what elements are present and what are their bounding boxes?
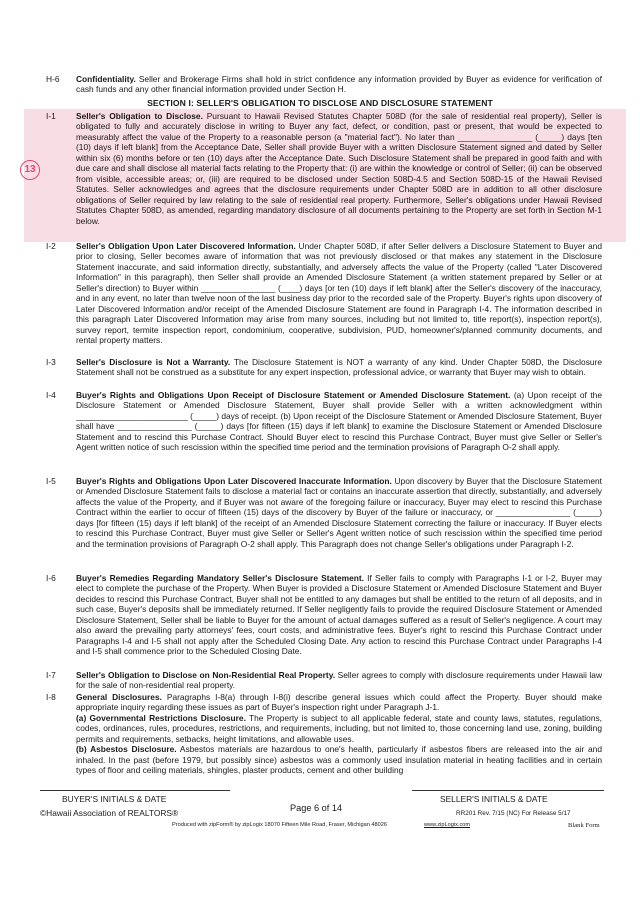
paragraph-i4 — [46, 390, 602, 453]
paragraph-number: I-7 — [46, 670, 56, 680]
paragraph-number: I-8 — [46, 692, 56, 702]
copyright-text: ©Hawaii Association of REALTORS® — [40, 808, 179, 818]
paragraph-text: Pursuant to Hawaii Revised Statutes Chapter 508D (for the sale of residential real property), Seller is obligated to fully and accurately disclose in writing to Buyer any fact, defect, or condition, past or present, that would be expected to measurably affect the value of the Property to a reasonable person (a "material fact"). No later than ________________ (_____) days [ten (10) days if left blank] from the Acceptance Date, Seller shall provide Buyer with a written Disclosure Statement signed and dated by Seller within six (6) months before or ten (10) days after the Acceptance Date. Such Disclosure Statement shall be prepared in good faith and with due care and shall disclose all material facts relating to the Property that: (i) are within the knowledge or control of Seller; (ii) can be observed from visible, accessible areas; or, (iii) are required to be disclosed under Section 508D-4.5 and Section 508D-15 of the Hawaii Revised Statutes. Seller acknowledges and agrees that the disclosure requirements under Chapter 508D are in addition to all other disclosure obligations of Seller required by law relating to the sale of residential real property. Furthermore, Seller's obligations under Hawaii Revised Statutes Chapter 508D, as amended, regarding mandatory disclosure of all documents pertaining to the Property are set forth in Section M-1 below. — [76, 111, 602, 226]
paragraph-number: I-4 — [46, 390, 56, 400]
paragraph-number: I-3 — [46, 357, 56, 367]
buyer-initials-line — [40, 790, 230, 791]
paragraph-title: Seller's Obligation to Disclose. — [76, 111, 203, 121]
blank-form-label: Blank Form — [568, 822, 600, 829]
seller-initials-label: SELLER'S INITIALS & DATE — [440, 794, 548, 804]
paragraph-text: Paragraphs I-8(a) through I-8(i) describe general issues which could affect the Property. Buyer should make appropriate inquiry regarding these issues as part of Buyer's inspection right under Paragraph J-1. — [76, 692, 602, 713]
paragraph-i1 — [46, 111, 602, 226]
paragraph-number: I-5 — [46, 476, 56, 486]
paragraph-i5 — [46, 476, 602, 549]
section-title: SECTION I: SELLER'S OBLIGATION TO DISCLOSE AND DISCLOSURE STATEMENT — [147, 98, 493, 108]
paragraph-title: Confidentiality. — [76, 74, 136, 84]
buyer-initials-label: BUYER'S INITIALS & DATE — [62, 794, 167, 804]
paragraph-title: Seller's Obligation to Disclose on Non-Residential Real Property. — [76, 670, 336, 680]
paragraph-title: Buyer's Remedies Regarding Mandatory Seller's Disclosure Statement. — [76, 573, 364, 583]
form-revision: RR201 Rev. 7/15 (NC) For Release 5/17 — [456, 810, 571, 817]
paragraph-text: If Seller fails to comply with Paragraphs I-1 or I-2, Buyer may elect to complete the purchase of the Property. When Buyer is provided a Disclosure Statement or Amended Disclosure Statement and Buyer decides to rescind this Purchase Contract, Buyer shall not be entitled to any damages but shall be entitled to the return of all deposits, and in such case, Buyer's deposits shall be immediately returned. If Seller negligently fails to provide the required Disclosure Statement or Amended Disclosure Statement, Seller shall be liable to Buyer for the amount of actual damages suffered as a result of Seller's negligence. A court may also award the prevailing party attorneys' fees, court costs, and administrative fees. Buyer's right to rescind this Purchase Contract under Paragraphs I-4 and I-5 shall not apply after the Scheduled Closing Date. Any action to rescind this Purchase Contract under Paragraphs I-4 and I-5 shall commence prior to the Scheduled Closing Date. — [76, 573, 602, 657]
subparagraph-a-text: The Property is subject to all applicable federal, state and county laws, statutes, regulations, codes, ordinances, rules, procedures, restrictions, and requirements, including, but not limited to, those concerning land use, zoning, building permits and requirements, setbacks, height limitations, and allowable uses. — [76, 712, 602, 744]
subparagraph-a-title: (a) Governmental Restrictions Disclosure. — [76, 712, 246, 723]
subparagraph-b-text: Asbestos materials are hazardous to one's health, particularly if asbestos fibers are released into the air and inhaled. In the past (before 1979, but possibly since) asbestos was a commonly used insulation material in heating facilities and in certain types of floor and ceiling materials, shingles, plaster products, cement and other building — [76, 744, 602, 776]
paragraph-title: Seller's Disclosure is Not a Warranty. — [76, 357, 231, 367]
paragraph-number: I-6 — [46, 573, 56, 583]
paragraph-i2 — [46, 241, 602, 346]
seller-initials-line — [412, 790, 604, 791]
paragraph-number: I-1 — [46, 111, 56, 121]
paragraph-text: Seller agrees to comply with disclosure requirements under Hawaii law for the sale of non-residential real property. — [76, 670, 602, 691]
paragraph-text: Upon discovery by Buyer that the Disclosure Statement or Amended Disclosure Statement fails to disclose a material fact or contains an inaccurate assertion that directly, substantially, and adversely affects the value of the Property, and if Buyer was not aware of the foregoing failure or inaccuracy, Buyer may elect to rescind this Purchase Contract within the earlier to occur of fifteen (15) days of the discovery by Buyer of the failure or inaccuracy, or ________________ (_____) days [for fifteen (15) days if left blank] of the receipt of an Amended Disclosure Statement correcting the failure or inaccuracy. If Buyer elects to rescind this Purchase Contract, Buyer must give Seller or Seller's Agent written notice of such rescission within the specified time period and the termination provisions of Paragraph O-2 shall apply. This Paragraph does not change Seller's obligations under Paragraph I-2. — [76, 476, 602, 549]
paragraph-title: Buyer's Rights and Obligations Upon Receipt of Disclosure Statement or Amended Disclosure Statement. — [76, 390, 511, 400]
paragraph-i6 — [46, 573, 602, 657]
paragraph-h6 — [46, 74, 602, 95]
subparagraph-b-title: (b) Asbestos Disclosure. — [76, 744, 177, 755]
annotation-marker: 13 — [20, 160, 40, 180]
paragraph-text: Seller and Brokerage Firms shall hold in strict confidence any information provided by Buyer as evidence for verification of cash funds and any other financial information provided under Section H. — [76, 74, 602, 95]
paragraph-i7 — [46, 670, 602, 691]
paragraph-i3 — [46, 357, 602, 378]
paragraph-title: General Disclosures. — [76, 692, 162, 702]
paragraph-text: Under Chapter 508D, if after Seller delivers a Disclosure Statement to Buyer and prior to closing, Seller becomes aware of information that was not previously disclosed or that makes any statement in the Disclosure Statement inaccurate, and said information directly, substantially, and adversely affects the value of the Property (called "Later Discovered Information" in this paragraph), then Seller shall provide an Amended Disclosure Statement (a written statement prepared by Seller or at Seller's direction) to Buyer within ________________ (____) days [or ten (10) days if left blank] after the Seller's discovery of the inaccuracy, and in any event, no later than twelve noon of the last business day prior to the recorded sale of the Property. Buyer's rights upon discovery of Later Discovered Information and/or receipt of the Amended Disclosure Statement are found in Paragraph I-4. The information described in this paragraph Later Discovered Information may arise from many sources, including but not limited to, title report(s), inspection report(s), survey report, termite inspection report, condominium, cooperative, subdivision, PUD, homeowner's/planned community documents, and rental property matters. — [76, 241, 603, 346]
produced-by-text: Produced with zipForm® by zipLogix 18070 Fifteen Mile Road, Fraser, Michigan 48026 — [172, 822, 387, 828]
paragraph-number: I-2 — [46, 241, 56, 251]
paragraph-number: H-6 — [46, 74, 60, 84]
paragraph-text: (a) Upon receipt of the Disclosure Statement or Amended Disclosure Statement, Buyer shall provide Seller with a written acknowledgment within ________________________ (_____) days of receipt. (b) Upon receipt of the Disclosure Statement or Amended Disclosure Statement, Buyer shall have ________________ (_____) days [for fifteen (15) days if left blank] to examine the Disclosure Statement or Amended Disclosure Statement and to rescind this Purchase Contract. Should Buyer elect to rescind this Purchase Contract, Buyer must give Seller or Seller's Agent written notice of such rescission within the specified time period and the termination provisions of Paragraph O-2 shall apply. — [76, 390, 603, 453]
ziplogix-link[interactable]: www.zipLogix.com — [424, 822, 471, 828]
paragraph-title: Seller's Obligation Upon Later Discovered Information. — [76, 241, 296, 251]
paragraph-i8 — [46, 692, 602, 776]
paragraph-text: The Disclosure Statement is NOT a warranty of any kind. Under Chapter 508D, the Disclosure Statement shall not be construed as a substitute for any expert inspection, professional advice, or warranty that Buyer may wish to obtain. — [76, 357, 602, 378]
paragraph-title: Buyer's Rights and Obligations Upon Later Discovered Inaccurate Information. — [76, 476, 392, 486]
page-number: Page 6 of 14 — [290, 803, 343, 813]
